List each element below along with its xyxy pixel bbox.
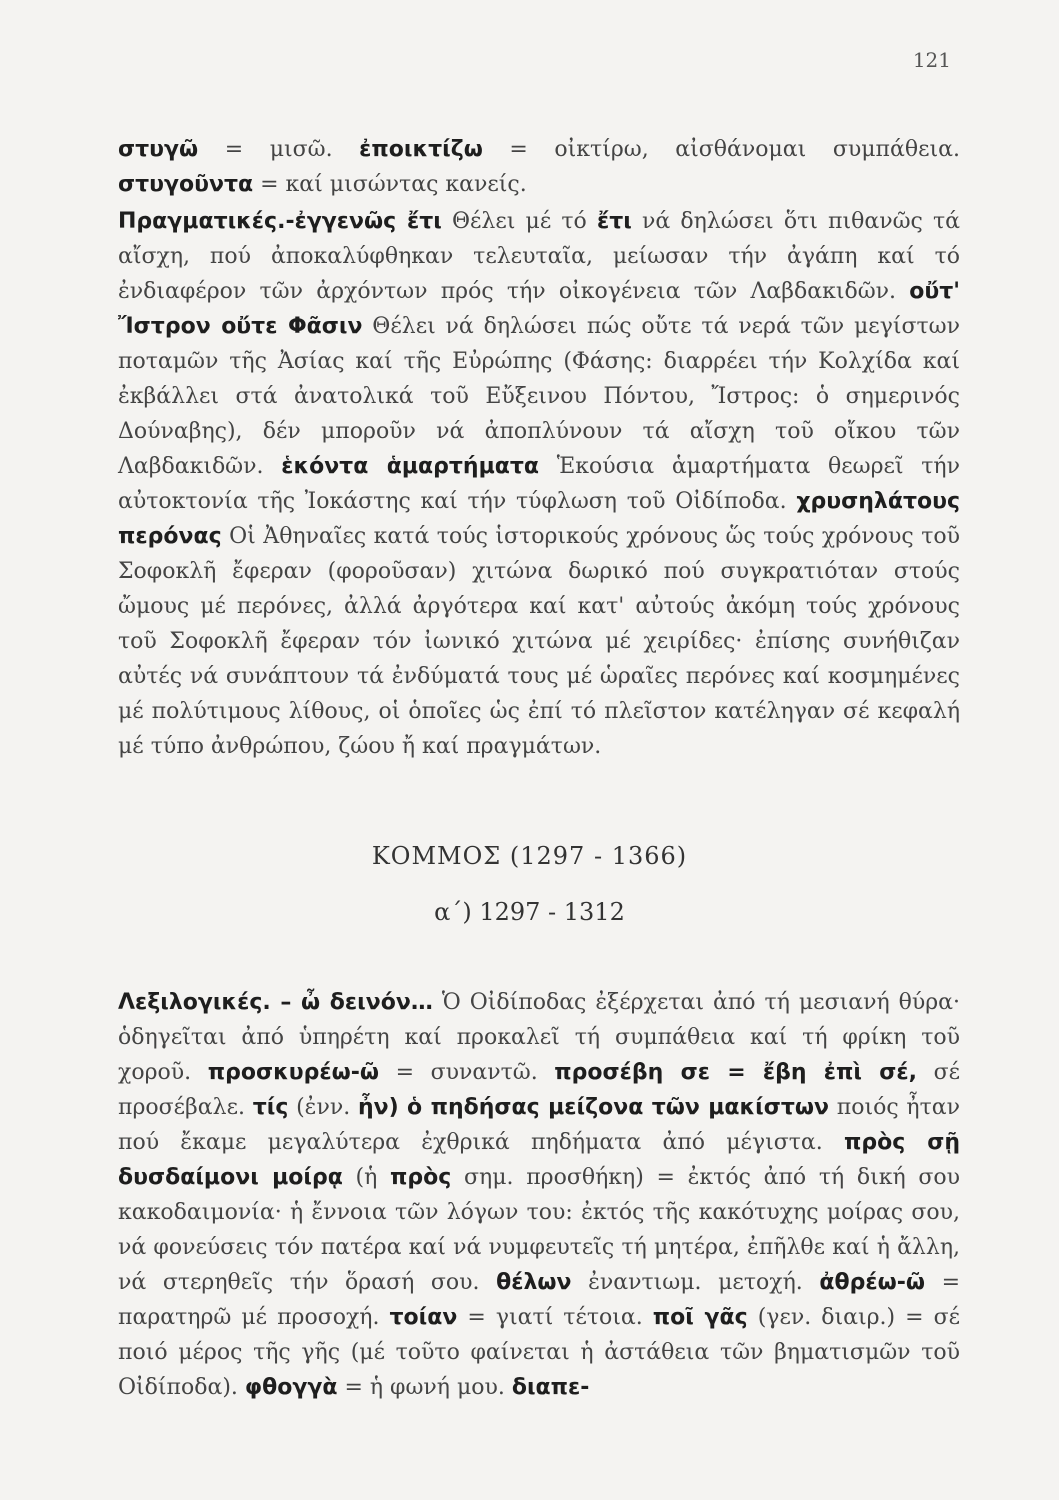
text-run: Θέλει μέ τό (441, 209, 597, 234)
bold-term: ἦν) ὁ πηδήσας μείζονα τῶν μακίστων (357, 1095, 830, 1120)
bold-term: πρὸς σῇ δυσδαίμονι μοίρᾳ (118, 1130, 960, 1190)
text-run: = παρατηρῶ μέ προσοχή. (118, 1270, 960, 1330)
text-run: = γιατί τέτοια. (457, 1305, 653, 1330)
bold-term: Λεξιλογικές. – ὦ δεινόν… (118, 990, 433, 1015)
bold-term: τίς (252, 1095, 289, 1120)
bold-term: ἐποικτίζω (359, 137, 483, 162)
text-run: σημ. προσθήκη) = ἐκτός ἀπό τή δική σου κακοδαιμονία· ἡ ἔννοια τῶν λόγων του: ἐκτός τῆς κακότυχης μοίρας σου, νά φονεύσεις τόν πατέρα καί νά νυμφευτεῖς τή μητέρα, ἐπῆλθε καί ἡ ἄλλη, νά στερηθεῖς τήν ὅρασή σου. (118, 1165, 961, 1295)
text-run: Ἑκούσια ἁμαρτήματα θεωρεῖ τήν αὐτοκτονία τῆς Ἰοκάστης καί τήν τύφλωση τοῦ Οἰδίποδα. (118, 454, 960, 514)
paragraph-factual-notes (118, 204, 960, 764)
bold-term: Πραγματικές.-ἐγγενῶς ἔτι (118, 209, 442, 234)
paragraph-glossary-intro (118, 132, 960, 202)
text-run: Οἱ Ἀθηναῖες κατά τούς ἱστορικούς χρόνους ὥς τούς χρόνους τοῦ Σοφοκλῆ ἔφεραν (φοροῦσαν) χιτώνα δωρικό πού συγκρατιόταν στούς ὤμους μέ περόνες, ἀλλά ἀργότερα καί κατ' αὐτούς ἀκόμη τούς χρόνους τοῦ Σοφοκλῆ ἔφεραν τόν ἰωνικό χιτώνα μέ χειρίδες· ἐπίσης συνήθιζαν αὐτές νά συνάπτουν τά ἐνδύματά τους μέ ὡραῖες περόνες καί κοσμημένες μέ πολύτιμους λίθους, οἱ ὁποῖες ὡς ἐπί τό πλεῖστον κατέληγαν σέ κεφαλή μέ τύπο ἀνθρώπου, ζώου ἤ καί πραγμάτων. (118, 524, 960, 759)
bold-term: προσκυρέω-ῶ (207, 1060, 379, 1085)
bold-term: ἀθρέω-ῶ (819, 1270, 925, 1295)
bold-term: προσέβη σε = ἔβη ἐπὶ σέ, (554, 1060, 917, 1085)
text-run: Θέλει νά δηλώσει πώς οὔτε τά νερά τῶν μεγίστων ποταμῶν τῆς Ἀσίας καί τῆς Εὐρώπης (Φάσης: διαρρέει τήν Κολχίδα καί ἐκβάλλει στά ἀνατολικά τοῦ Εὔξεινου Πόντου, Ἴστρος: ὁ σημερινός Δούναβης), δέν μποροῦν νά ἀποπλύνουν τά αἴσχη τοῦ οἴκου τῶν Λαβδακιδῶν. (118, 314, 960, 479)
bold-term: ἔτι (596, 209, 632, 234)
bold-term: φθογγὰ (244, 1375, 338, 1400)
paragraph-lexical-notes (118, 985, 960, 1405)
text-run: Ὁ Οἰδίποδας ἐξέρχεται ἀπό τή μεσιανή θύρα· ὁδηγεῖται ἀπό ὑπηρέτη καί προκαλεῖ τή συμπάθεια καί τή φρίκη τοῦ χοροῦ. (118, 990, 961, 1085)
page-number: 121 (912, 48, 951, 72)
text-run: σέ προσέβαλε. (118, 1060, 960, 1120)
bold-term: θέλων (496, 1270, 572, 1295)
text-run: (γεν. διαιρ.) = σέ ποιό μέρος τῆς γῆς (μέ τοῦτο φαίνεται ἡ ἀστάθεια τῶν βηματισμῶν τοῦ Οἰδίποδα). (118, 1305, 960, 1400)
text-run: (ἡ (342, 1165, 391, 1190)
bold-term: πρὸς (390, 1165, 452, 1190)
bold-term: διαπε- (511, 1375, 590, 1400)
text-run: = οἰκτίρω, αἰσθάνομαι συμπάθεια. (482, 137, 960, 162)
text-run: ἐναντιωμ. μετοχή. (571, 1270, 820, 1295)
bold-term: χρυσηλάτους περόνας (118, 489, 960, 549)
text-run: = καί μισώντας κανείς. (253, 172, 527, 197)
bold-term: οὔτ' Ἴστρον οὔτε Φᾶσιν (118, 279, 960, 339)
bold-term: τοίαν (389, 1305, 458, 1330)
text-run: = συναντῶ. (378, 1060, 555, 1085)
text-run: νά δηλώσει ὅτι πιθανῶς τά αἴσχη, πού ἀποκαλύφθηκαν τελευταῖα, μείωσαν τήν ἀγάπη καί τό ἐνδιαφέρον τῶν ἀρχόντων πρός τήν οἰκογένεια τῶν Λαβδακιδῶν. (118, 209, 960, 304)
text-run: (ἐνν. (288, 1095, 358, 1120)
bold-term: στυγῶ (118, 137, 199, 162)
text-run: = μισῶ. (198, 137, 360, 162)
subsection-title: α΄) 1297 - 1312 (434, 898, 625, 926)
bold-term: ἑκόντα ἁμαρτήματα (281, 454, 540, 479)
bold-term: στυγοῦντα (118, 172, 254, 197)
section-title: ΚΟΜΜΟΣ (1297 - 1366) (371, 842, 688, 870)
text-run: ποιός ἦταν πού ἔκαμε μεγαλύτερα ἐχθρικά πηδήματα ἀπό μέγιστα. (118, 1095, 960, 1155)
text-run: = ἡ φωνή μου. (337, 1375, 512, 1400)
bold-term: ποῖ γᾶς (652, 1305, 748, 1330)
